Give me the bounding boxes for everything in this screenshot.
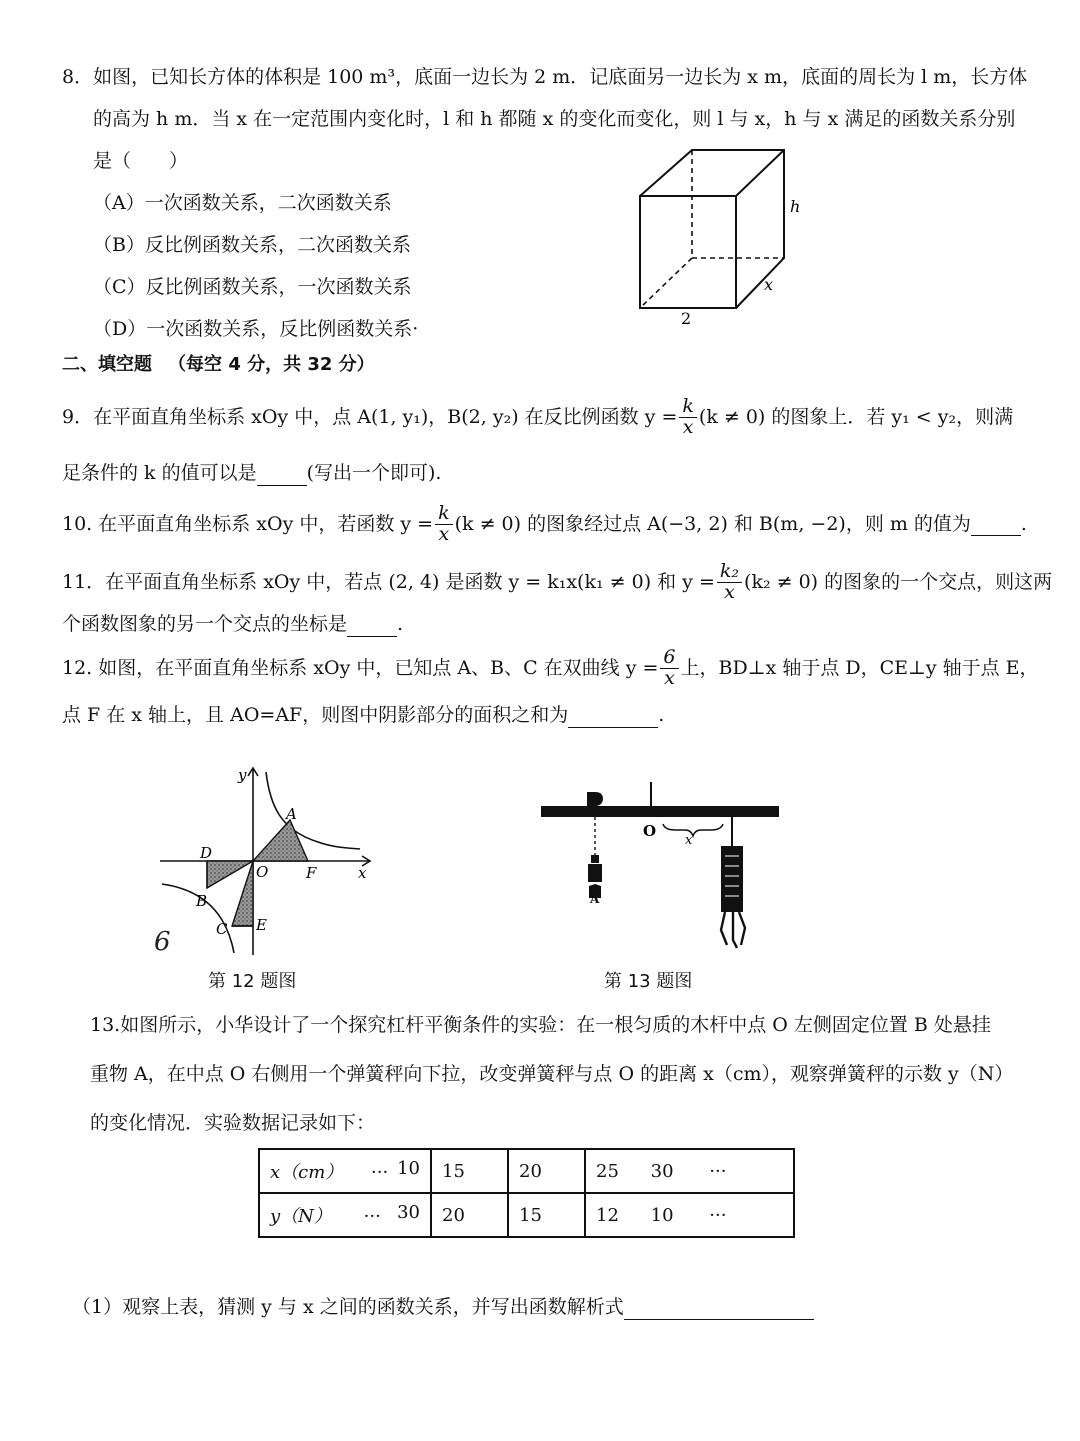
row-dots: ··· [363,1206,381,1227]
q12-frac-den: x [664,666,675,689]
q9-fraction [679,394,697,438]
q9-text-3: 足条件的 k 的值可以是 [62,462,257,484]
q9-frac-den: x [682,415,694,438]
fig12-label-e: E [256,916,267,934]
fig12-caption: 第 12 题图 [208,971,297,992]
table-row [259,1193,795,1237]
q11-frac-den: x [724,580,735,603]
row-label: y（N） [270,1206,332,1227]
q12-frac-num: 6 [660,648,678,669]
q9-text-1: 9．在平面直角坐标系 xOy 中，点 A(1, y₁)，B(2, y₂) 在反比例函数 y = [62,405,678,428]
q9-text-4: (写出一个即可). [306,462,442,484]
q13-sub1-answer-blank[interactable] [624,1296,814,1320]
q11-frac-num: k₂ [717,562,742,583]
section-note: （每空 4 分，共 32 分） [168,354,375,375]
q12-text-3: 点 F 在 x 轴上，且 AO=AF，则图中阴影部分的面积之和为 [62,704,569,726]
q10-text-end: . [1020,512,1027,535]
q8-line2: 的高为 h m．当 x 在一定范围内变化时，l 和 h 都随 x 的变化而变化，则 l 与 x，h 与 x 满足的函数关系分别 [93,108,1016,130]
q9-frac-num: k [679,397,697,418]
q11-text-2: (k₂ ≠ 0) 的图象的一个交点，则这两 [744,570,1053,593]
q8-option-b: （B）反比例函数关系，二次函数关系 [93,234,411,256]
fig12-label-y: y [238,766,247,784]
cell-value: 10 [650,1204,674,1226]
q8-option-d: （D）一次函数关系，反比例函数关系· [93,318,419,340]
table-cell [259,1149,431,1193]
cell-value: 15 [508,1193,585,1237]
section-heading [62,353,375,376]
fig12-label-a: A [286,805,297,823]
q11-text-3: 个函数图象的另一个交点的坐标是 [62,613,348,635]
q11-fraction [717,559,742,603]
fig12-label-c: C [216,920,228,938]
fig12-handwritten-mark: 6 [154,927,171,957]
q12-answer-blank[interactable] [568,704,658,728]
q11-text-1: 11．在平面直角坐标系 xOy 中，若点 (2, 4) 是函数 y = k₁x(k₁ ≠ 0) 和 y = [62,570,715,593]
cell-value: 15 [431,1149,508,1193]
q10-line [62,497,1027,551]
q8-option-c: （C）反比例函数关系，一次函数关系 [93,276,412,298]
q11-line2 [62,613,403,637]
q12-fraction [660,645,678,689]
cell-value: 12 [596,1204,619,1226]
row-dots-end: ··· [709,1160,727,1182]
fig13-label-o: O [643,822,657,840]
q11-line1 [62,555,1052,609]
fig12-label-o: O [256,863,269,881]
data-table [258,1148,795,1238]
fig13-caption: 第 13 题图 [604,971,693,992]
cell-value: 20 [508,1149,585,1193]
q10-fraction [435,501,453,545]
table-right-border [793,1148,795,1236]
q11-text-4: . [397,613,404,635]
fig12-label-x: x [358,864,367,882]
cuboid-figure [620,140,820,340]
table-cell [259,1193,431,1237]
cell-value: 30 [397,1202,420,1223]
q10-answer-blank[interactable] [971,512,1021,536]
q9-line2 [62,462,441,486]
cuboid-label-2: 2 [681,309,692,328]
q13-line3: 的变化情况．实验数据记录如下： [90,1112,376,1134]
q11-answer-blank[interactable] [347,613,397,637]
q10-frac-num: k [435,504,453,525]
q9-line1 [62,390,1013,444]
fig12-label-d: D [200,844,213,862]
q8-line1: 8．如图，已知长方体的体积是 100 m³，底面一边长为 2 m．记底面另一边长为 x m，底面的周长为 l m，长方体 [62,66,1028,88]
q9-answer-blank[interactable] [257,462,307,486]
q9-text-2: (k ≠ 0) 的图象上．若 y₁ < y₂，则满 [698,405,1014,428]
row-label: x（cm） [270,1162,344,1183]
q13-sub1-text: （1）观察上表，猜测 y 与 x 之间的函数关系，并写出函数解析式 [72,1296,624,1318]
q13-sub1 [72,1296,814,1320]
section-title: 二、填空题 [62,354,152,375]
cell-value: 25 [596,1160,619,1182]
fig13-label-a: A [590,892,600,906]
cell-value: 20 [431,1193,508,1237]
cuboid-label-h: h [790,197,801,216]
fig12-label-f: F [306,864,317,882]
row-dots-end: ··· [709,1204,727,1226]
cell-value: 30 [650,1160,674,1182]
fig13-label-x: x [685,833,693,848]
figure-13 [535,780,785,955]
q10-frac-den: x [438,522,450,545]
q12-line2 [62,704,664,728]
q12-text-1: 12. 如图，在平面直角坐标系 xOy 中，已知点 A、B、C 在双曲线 y = [62,656,659,679]
cuboid-label-x: x [764,275,774,294]
q12-text-4: . [658,704,665,726]
q8-line3: 是（ ） [93,150,189,172]
row-dots: ··· [371,1162,389,1183]
q13-line1: 13.如图所示，小华设计了一个探究杠杆平衡条件的实验：在一根匀质的木杆中点 O 左侧固定位置 B 处悬挂 [90,1014,991,1036]
q10-text-1: 10. 在平面直角坐标系 xOy 中，若函数 y = [62,512,434,535]
q12-line1 [62,641,1039,695]
cell-value: 10 [397,1158,420,1179]
q8-option-a: （A）一次函数关系，二次函数关系 [93,192,392,214]
q10-text-2: (k ≠ 0) 的图象经过点 A(−3, 2) 和 B(m, −2)，则 m 的值为 [454,512,971,535]
table-row [259,1149,795,1193]
fig12-label-b: B [196,892,208,910]
q12-text-2: 上，BD⊥x 轴于点 D，CE⊥y 轴于点 E， [680,656,1039,679]
q13-line2: 重物 A，在中点 O 右侧用一个弹簧秤向下拉，改变弹簧秤与点 O 的距离 x（cm），观察弹簧秤的示数 y（N） [90,1063,1014,1085]
figure-12 [150,760,390,960]
